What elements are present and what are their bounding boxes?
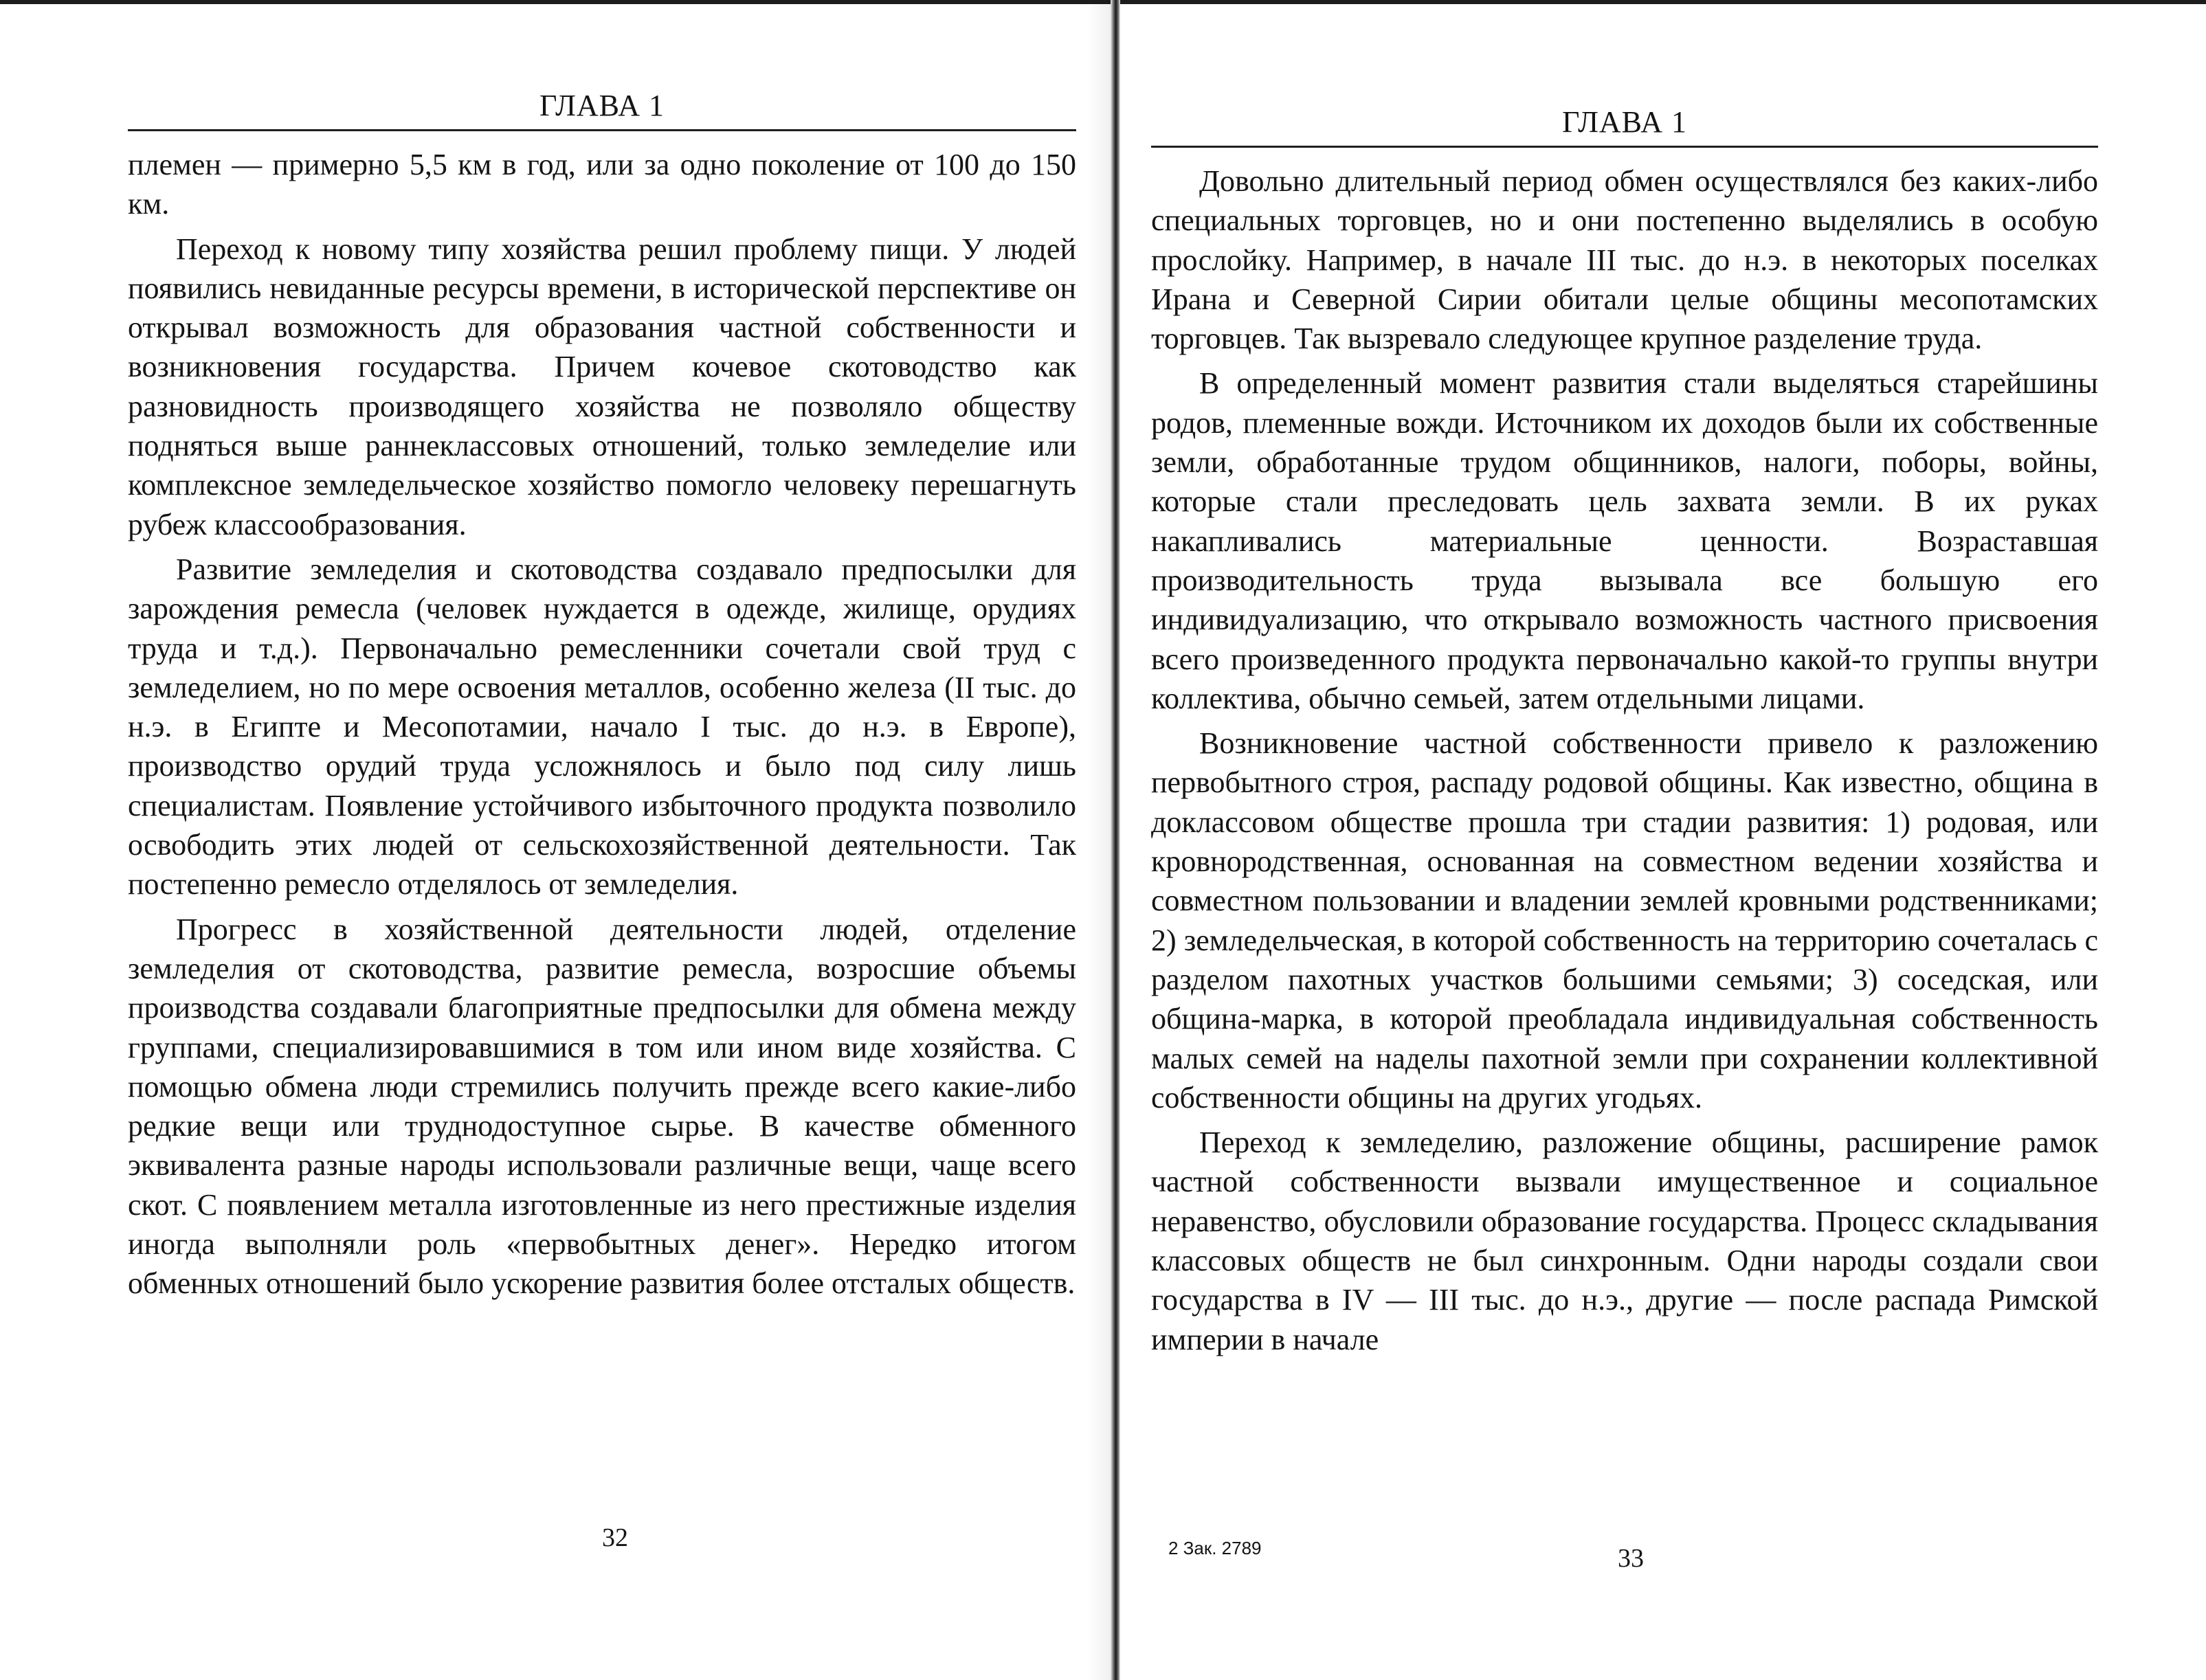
left-body-text (128, 145, 1076, 1303)
right-paragraph-3: Возникновение частной собственности привело к разложению первобытного строя, распаду родовой общины. Как известно, община в доклассовом обществе прошла три стадии развития: 1) родовая, или кровнородственная, основанная на совместном ведении хозяйства и совместном пользовании и владении землей кровными родственниками; 2) земледельческая, в которой собственность на территорию сочеталась с разделом пахотных участков большими семьями; 3) соседская, или община-марка, в которой преобладала индивидуальная собственность малых семей на наделы пахотной земли при сохранении коллективной собственности общины на других угодьях. (1151, 726, 2098, 1115)
book-spine (1111, 0, 1120, 1680)
spine-shadow (1086, 0, 1111, 1680)
right-running-header: ГЛАВА 1 (1561, 105, 1688, 139)
right-header-rule (1151, 146, 2098, 148)
left-paragraph-2: Переход к новому типу хозяйства решил проблему пищи. У людей появились невиданные ресурсы времени, в исторической перспективе он открывал возможность для образования частной собственности и возникновения государства. Причем кочевое скотоводство как разновидность производящего хозяйства не позволяло обществу подняться выше раннеклассовых отношений, только земледелие или комплексное земледельческое хозяйство помогло человеку перешагнуть рубеж классообразования. (128, 232, 1076, 541)
left-page-number: 32 (602, 1523, 628, 1552)
left-paragraph-3: Развитие земледелия и скотоводства создавало предпосылки для зарождения ремесла (человек нуждается в одежде, жилище, орудиях труда и т.д.). Первоначально ремесленники сочетали свой труд с земледелием, но по мере освоения металлов, особенно железа (II тыс. до н.э. в Египте и Месопотамии, начало I тыс. до н.э. в Европе), производство орудий труда усложнялось и было под силу лишь специалистам. Появление устойчивого избыточного продукта позволило освободить этих людей от сельскохозяйственной деятельности. Так постепенно ремесло отделялось от земледелия. (128, 552, 1076, 901)
printer-order-mark: 2 Зак. 2789 (1168, 1538, 1262, 1558)
right-page-number: 33 (1618, 1544, 1644, 1573)
left-paragraph-4: Прогресс в хозяйственной деятельности людей, отделение земледелия от скотоводства, развитие ремесла, возросшие объемы производства создавали благоприятные предпосылки для обмена между группами, специализировавшимися в том или ином виде хозяйства. С помощью обмена люди стремились получить прежде всего какие-либо редкие вещи или труднодоступное сырье. В качестве обменного эквивалента разные народы использовали различные вещи, чаще всего скот. С появлением металла изготовленные из него престижные изделия иногда выполняли роль «первобытных денег». Нередко итогом обменных отношений было ускорение развития более отсталых обществ. (128, 912, 1076, 1301)
left-page (128, 88, 1076, 1309)
left-header-rule (128, 129, 1076, 131)
right-paragraph-2: В определенный момент развития стали выделяться старейшины родов, племенные вожди. Источником их доходов были их собственные земли, обработанные трудом общинников, налоги, поборы, войны, которые стали преследовать цель захвата земли. В их руках накапливались материальные ценности. Возраставшая производительность труда вызывала все большую его индивидуализацию, что открывало возможность частного присвоения всего произведенного продукта первоначально какой-то группы внутри коллектива, обычно семьей, затем отдельными лицами. (1151, 366, 2098, 715)
right-paragraph-1: Довольно длительный период обмен осуществлялся без каких-либо специальных торговцев, но и они постепенно выделялись в особую прослойку. Например, в начале III тыс. до н.э. в некоторых поселках Ирана и Северной Сирии обитали целые общины месопотамских торговцев. Так вызревало следующее крупное разделение труда. (1151, 164, 2098, 356)
right-page (1151, 104, 2098, 1365)
right-paragraph-4: Переход к земледелию, разложение общины, расширение рамок частной собственности вызвали имущественное и социальное неравенство, обусловили образование государства. Процесс складывания классовых обществ не был синхронным. Одни народы создали свои государства в IV — III тыс. до н.э., другие — после распада Римской империи в начале (1151, 1125, 2098, 1356)
right-body-text (1151, 161, 2098, 1359)
left-running-header: ГЛАВА 1 (539, 89, 665, 122)
left-paragraph-1: племен — примерно 5,5 км в год, или за одно поколение от 100 до 150 км. (128, 148, 1076, 221)
